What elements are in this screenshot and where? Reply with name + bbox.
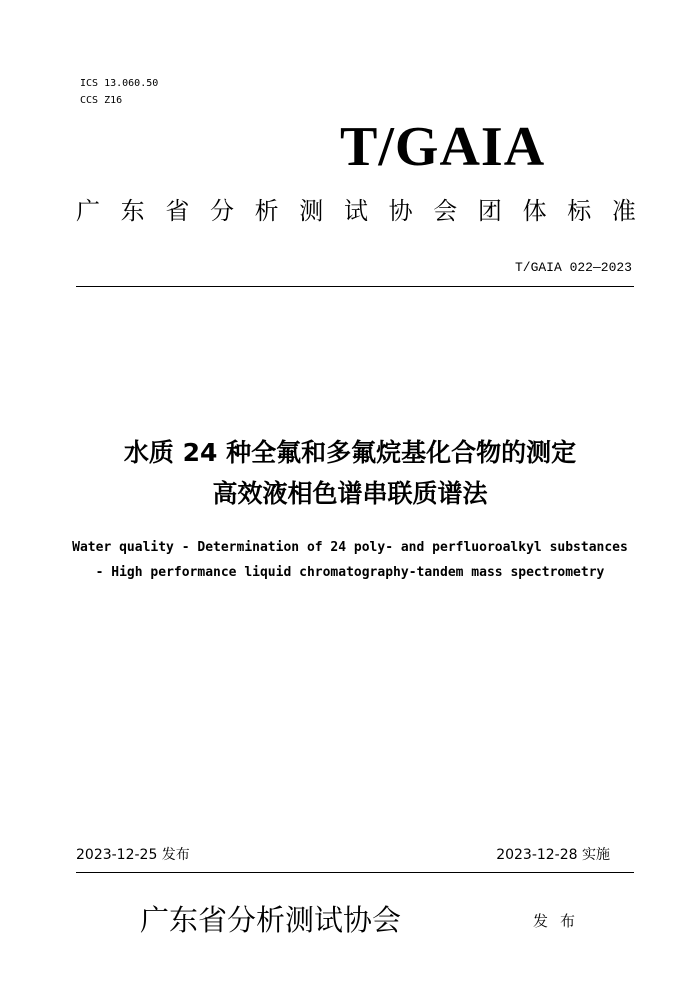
standard-type-char: 准 bbox=[611, 197, 636, 225]
standard-type-char: 分 bbox=[209, 197, 234, 225]
implementation-date: 2023-12-28 实施 bbox=[496, 847, 610, 863]
ccs-code: CCS Z16 bbox=[80, 95, 123, 106]
standard-type-char: 测 bbox=[299, 197, 324, 225]
issued-label: 发布 bbox=[533, 912, 588, 930]
standard-type-char: 标 bbox=[567, 197, 592, 225]
issuing-organization: 广东省分析测试协会 bbox=[140, 903, 402, 937]
standard-mark: T/GAIA bbox=[340, 116, 546, 178]
standard-type-char: 体 bbox=[522, 197, 547, 225]
standard-type-char: 广 bbox=[76, 197, 100, 225]
standard-number: T/GAIA 022—2023 bbox=[514, 260, 632, 275]
standard-type-char: 试 bbox=[343, 197, 368, 225]
standard-type-heading bbox=[76, 194, 636, 228]
standard-type-char: 团 bbox=[477, 197, 502, 225]
standard-type-char: 会 bbox=[433, 197, 458, 225]
footer-divider bbox=[76, 872, 634, 873]
title-en-line-2: - High performance liquid chromatography-tandem mass spectrometry bbox=[95, 565, 605, 580]
standard-type-char: 协 bbox=[388, 197, 413, 225]
standard-type-char: 省 bbox=[165, 197, 190, 225]
title-en-line-1: Water quality - Determination of 24 poly- and perfluoroalkyl substances bbox=[72, 540, 628, 555]
header-divider bbox=[76, 286, 634, 287]
standard-type-char: 东 bbox=[120, 197, 145, 225]
title-cn-line-2: 高效液相色谱串联质谱法 bbox=[212, 479, 488, 508]
standard-type-char: 析 bbox=[254, 197, 279, 225]
issue-date: 2023-12-25 发布 bbox=[76, 847, 190, 863]
title-cn-line-1: 水质 24 种全氟和多氟烷基化合物的测定 bbox=[123, 438, 577, 467]
ics-code: ICS 13.060.50 bbox=[80, 78, 159, 89]
